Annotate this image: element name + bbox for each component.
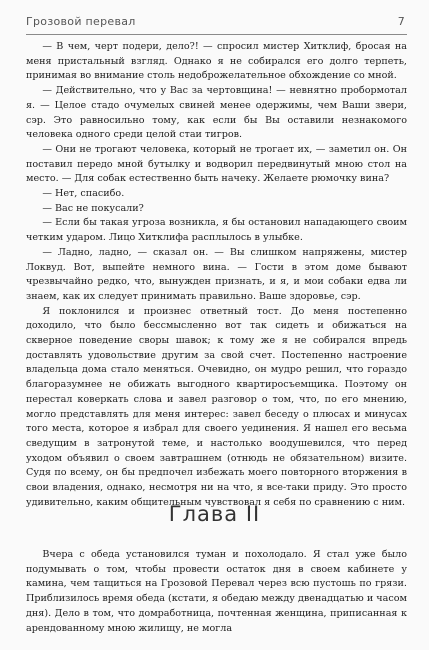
main-text [26, 40, 407, 511]
paragraph: — Действительно, что у Вас за чертовщина! — невнятно пробормотал я. — Целое стадо очумелых свиней менее одержимы, чем Ваши звери, сэр. Это равносильно тому, как если бы Вы оставили незнакомого человека одного среди целой стаи тигров. [26, 85, 407, 141]
paragraph: — Нет, спасибо. [42, 188, 125, 200]
chapter-text [26, 548, 407, 636]
running-header [26, 10, 407, 35]
book-title: Грозовой перевал [26, 15, 136, 28]
chapter-heading: Глава II [168, 502, 261, 526]
paragraph: Вчера с обеда установился туман и похолодало. Я стал уже было подумывать о том, чтобы провести остаток дня в своем кабинете у камина, чем тащиться на Грозовой Перевал через всю пустошь по грязи. Приблизилось время обеда (кстати, я обедаю между двенадцатью и часом дня). Дело в том, что домработница, почтенная женщина, приписанная к арендованному мною жилищу, не могла [26, 549, 407, 634]
paragraph: — Вас не покусали? [42, 202, 144, 214]
paragraph: — Если бы такая угроза возникла, я бы остановил нападающего своим четким ударом. Лицо Хитклифа расплылось в улыбке. [26, 217, 407, 244]
paragraph: — В чем, черт подери, дело?! — спросил мистер Хитклиф, бросая на меня пристальный взгляд. Однако я не собирался его долго терпеть, принимая во внимание столь недоброжелательное обхождение со мной. [26, 41, 407, 82]
paragraph: — Ладно, ладно, — сказал он. — Вы слишком напряжены, мистер Локвуд. Вот, выпейте немного вина. — Гости в этом доме бывают чрезвычайно редко, что, вынужден признать, и я, и мои собаки едва ли знаем, как их следует принимать правильно. Ваше здоровье, сэр. [26, 246, 407, 302]
paragraph: — Они не трогают человека, который не трогает их, — заметил он. Он поставил передо мной бутылку и водворил передвинутый мною стол на место. — Для собак естественно быть начеку. Желаете рюмочку вина? [26, 143, 407, 185]
paragraph: Я поклонился и произнес ответный тост. До меня постепенно доходило, что было бессмысленно вот так сидеть и обижаться на скверное поведение своры шавок; к тому же я не собирался впредь доставлять удовольствие другим за свой счет. Постепенно настроение владельца дома стало меняться. Очевидно, он мудро решил, что гораздо благоразумнее не обижать выгодного квартиросъемщика. Поэтому он перестал коверкать слова и завел разговор о том, что, по его мнению, могло представлять для меня интерес: завел беседу о плюсах и минусах того места, которое я избрал для своего уединения. Я нашел его весьма сведущим в затронутой теме, и настолько воодушевился, что перед уходом объявил о своем завтрашнем (отнюдь не обязательном) визите. Судя по всему, он бы предпочел избежать моего повторного вторжения в свои владения, однако, несмотря ни на что, я все-таки приду. Это просто удивительно, каким общительным чувствовал я себя по сравнению с ним. [26, 305, 407, 508]
page-number: 7 [397, 15, 405, 28]
